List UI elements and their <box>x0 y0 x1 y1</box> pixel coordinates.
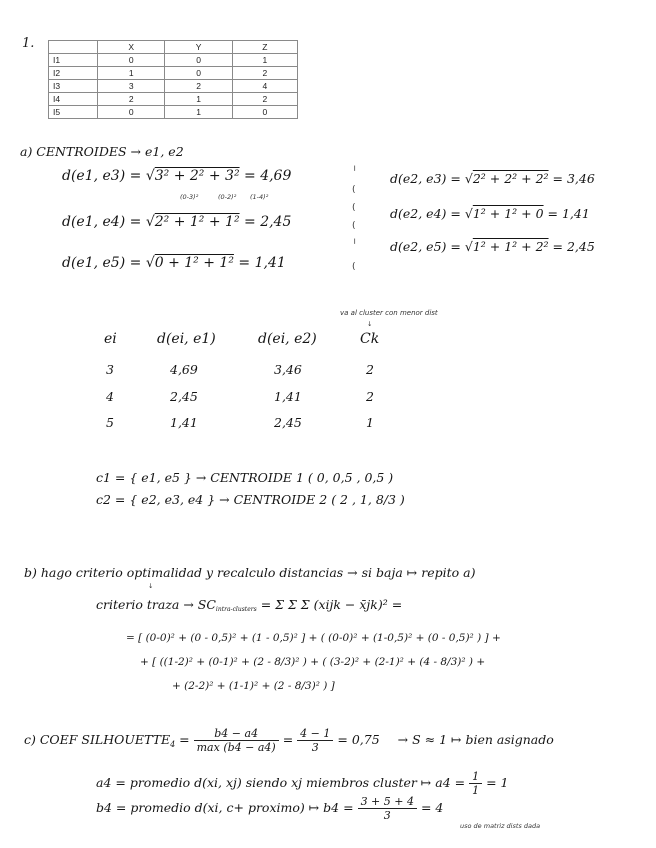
table-cell: 2 <box>232 93 297 106</box>
equation-radicand: 0 + 1² + 1² <box>154 255 234 271</box>
criterio-traza: criterio traza → SC <box>96 597 216 612</box>
table-cell: 2 <box>165 80 232 93</box>
divider-tick: ╵ <box>352 240 358 250</box>
equation-lhs: d(e2, e5) = <box>390 239 461 254</box>
table-row <box>49 54 298 67</box>
part-b-line-2 <box>96 597 402 613</box>
sqrt-symbol: √ <box>464 171 473 186</box>
dist-table-cell: 2 <box>366 389 374 404</box>
table-row <box>49 93 298 106</box>
sub-note: (0-2)² <box>218 193 237 201</box>
dist-table-header: ei <box>104 331 117 347</box>
b4-text: b4 = promedio d(xi, c+ proximo) ↦ b4 = <box>96 800 354 815</box>
fraction-numerator: 4 − 1 <box>297 727 333 741</box>
sum-expression: = Σ Σ Σ (xijk − x̄jk)² = <box>260 597 403 612</box>
equation-rhs: = 3,46 <box>552 171 595 186</box>
part-b-line-4: + [ ((1-2)² + (0-1)² + (2 - 8/3)² ) + ( (3-2)² + (2-1)² + (4 - 8/3)² ) + <box>140 656 486 668</box>
footnote: uso de matriz dists dada <box>460 822 541 830</box>
equation-rhs: = 1,41 <box>547 206 590 221</box>
dist-table-cell: 1,41 <box>274 389 302 404</box>
table-cell: 1 <box>232 54 297 67</box>
divider-tick: ( <box>352 185 356 195</box>
equation-radicand: 3² + 2² + 3² <box>154 168 240 184</box>
silhouette-label: c) COEF SILHOUETTE <box>24 732 171 747</box>
part-b-line-5: + (2-2)² + (1-1)² + (2 - 8/3)² ) ] <box>172 680 335 692</box>
sqrt-symbol: √ <box>145 214 155 230</box>
dist-table-cell: 2,45 <box>274 415 302 430</box>
dist-table-cell: 4 <box>106 389 114 404</box>
dist-table-cell: 2 <box>366 362 374 377</box>
fraction-numerator: 1 <box>469 770 482 784</box>
equation-rhs: = 2,45 <box>552 239 595 254</box>
dist-table-cell: 1,41 <box>170 415 198 430</box>
part-c-silhouette: c) COEF $SILHOUETTE_4$ = $\frac{b4 - a4}{\max (b4 - a4)}$ = $\frac{4 - 1}{3}$ = 0,75 → S ≈ 1 ↦ bien asignado <box>24 727 554 754</box>
fraction-numerator: b4 − a4 <box>194 727 279 741</box>
table-row <box>49 80 298 93</box>
divider-tick: ╵ <box>352 167 358 177</box>
part-a-heading: a) CENTROIDES → e1, e2 <box>20 144 184 159</box>
table-row <box>49 106 298 119</box>
sqrt-symbol: √ <box>464 239 473 254</box>
divider-tick: ( <box>352 221 356 231</box>
equation-rhs: = 1,41 <box>238 255 286 271</box>
equation-rhs: = 4,69 <box>244 168 292 184</box>
data-table <box>48 40 298 119</box>
equation-radicand: 1² + 1² + 2² <box>472 239 549 254</box>
fraction-numerator: 3 + 5 + 4 <box>358 795 417 809</box>
fraction-denominator: 3 <box>383 809 391 822</box>
equation-radicand: 2² + 2² + 2² <box>472 171 549 186</box>
equation-lhs: d(e1, e3) = <box>62 168 142 184</box>
table-cell: 1 <box>98 67 165 80</box>
equation-right-2 <box>390 206 590 221</box>
equation-radicand: 1² + 1² + 0 <box>472 206 544 221</box>
table-header: X <box>98 41 165 54</box>
part-b-line-3: = [ (0-0)² + (0 - 0,5)² + (1 - 0,5)² ] + ( (0-0)² + (1-0,5)² + (0 - 0,5)² ) ] + <box>126 632 501 644</box>
table-cell: 0 <box>98 54 165 67</box>
silhouette-result: = 0,75 <box>337 732 380 747</box>
sub-note: (0-3)² <box>180 193 199 201</box>
fraction-denominator: 1 <box>472 784 480 797</box>
cluster-line-2: c2 = { e2, e3, e4 } → CENTROIDE 2 ( 2 , 1, 8/3 ) <box>96 492 405 507</box>
equation-rhs: = 2,45 <box>244 214 292 230</box>
a4-fraction <box>469 770 482 797</box>
dist-table-header: Ck <box>360 331 380 347</box>
dist-table-cell: 4,69 <box>170 362 198 377</box>
b4-line <box>96 795 443 822</box>
table-cell: I1 <box>49 54 98 67</box>
dist-table-header: d(ei, e1) <box>157 331 216 347</box>
equation-lhs: d(e1, e5) = <box>62 255 142 271</box>
table-header <box>49 41 98 54</box>
note-arrow: ↓ <box>367 320 373 328</box>
dist-table-cell: 3,46 <box>274 362 302 377</box>
cluster-note: va al cluster con menor dist <box>340 309 438 317</box>
table-cell: 0 <box>232 106 297 119</box>
sub-note: (1-4)² <box>250 193 269 201</box>
table-cell: I4 <box>49 93 98 106</box>
silhouette-value-fraction <box>297 727 333 754</box>
table-cell: I5 <box>49 106 98 119</box>
equation-left-1 <box>62 168 291 184</box>
fraction-denominator: 3 <box>311 741 319 754</box>
table-cell: 0 <box>165 54 232 67</box>
sqrt-symbol: √ <box>145 168 155 184</box>
table-cell: I3 <box>49 80 98 93</box>
a4-text: a4 = promedio d(xi, xj) siendo xj miembros cluster ↦ a4 = <box>96 775 466 790</box>
silhouette-conclusion: → S ≈ 1 ↦ bien asignado <box>397 732 554 747</box>
table-header-row <box>49 41 298 54</box>
dist-table-cell: 1 <box>366 415 374 430</box>
equation-lhs: d(e1, e4) = <box>62 214 142 230</box>
equation-right-1 <box>390 171 595 186</box>
table-cell: 3 <box>98 80 165 93</box>
table-header: Y <box>165 41 232 54</box>
cluster-line-1: c1 = { e1, e5 } → CENTROIDE 1 ( 0, 0,5 , 0,5 ) <box>96 470 394 485</box>
divider-tick: ( <box>352 262 356 272</box>
silhouette-subscript: 4 <box>170 740 176 749</box>
section-number: 1. <box>22 36 35 51</box>
equation-left-2 <box>62 214 291 230</box>
table-cell: 2 <box>232 67 297 80</box>
silhouette-fraction <box>194 727 279 754</box>
part-b-line-1: b) hago criterio optimalidad y recalculo distancias → si baja ↦ repito a) <box>24 565 476 580</box>
dist-table-cell: 2,45 <box>170 389 198 404</box>
table-cell: 1 <box>165 106 232 119</box>
fraction-denominator: max (b4 − a4) <box>196 741 276 754</box>
equation-lhs: d(e2, e4) = <box>390 206 461 221</box>
sqrt-symbol: √ <box>145 255 155 271</box>
a4-result: = 1 <box>486 775 509 790</box>
table-cell: I2 <box>49 67 98 80</box>
dist-table-cell: 3 <box>106 362 114 377</box>
equation-radicand: 2² + 1² + 1² <box>154 214 240 230</box>
equation-right-3 <box>390 239 595 254</box>
dist-table-header: d(ei, e2) <box>258 331 317 347</box>
sqrt-symbol: √ <box>464 206 473 221</box>
equation-left-3 <box>62 255 286 271</box>
divider-tick: ( <box>352 203 356 213</box>
b4-fraction <box>358 795 417 822</box>
table-row <box>49 67 298 80</box>
table-header: Z <box>232 41 297 54</box>
b4-result: = 4 <box>420 800 444 815</box>
dist-table-cell: 5 <box>106 415 114 430</box>
intra-clusters-subscript: intra-clusters <box>215 606 257 613</box>
equation-lhs: d(e2, e3) = <box>390 171 461 186</box>
table-cell: 0 <box>98 106 165 119</box>
table-cell: 4 <box>232 80 297 93</box>
table-cell: 1 <box>165 93 232 106</box>
table-cell: 0 <box>165 67 232 80</box>
a4-line <box>96 770 509 797</box>
table-cell: 2 <box>98 93 165 106</box>
arrow-down: ↓ <box>148 582 154 590</box>
